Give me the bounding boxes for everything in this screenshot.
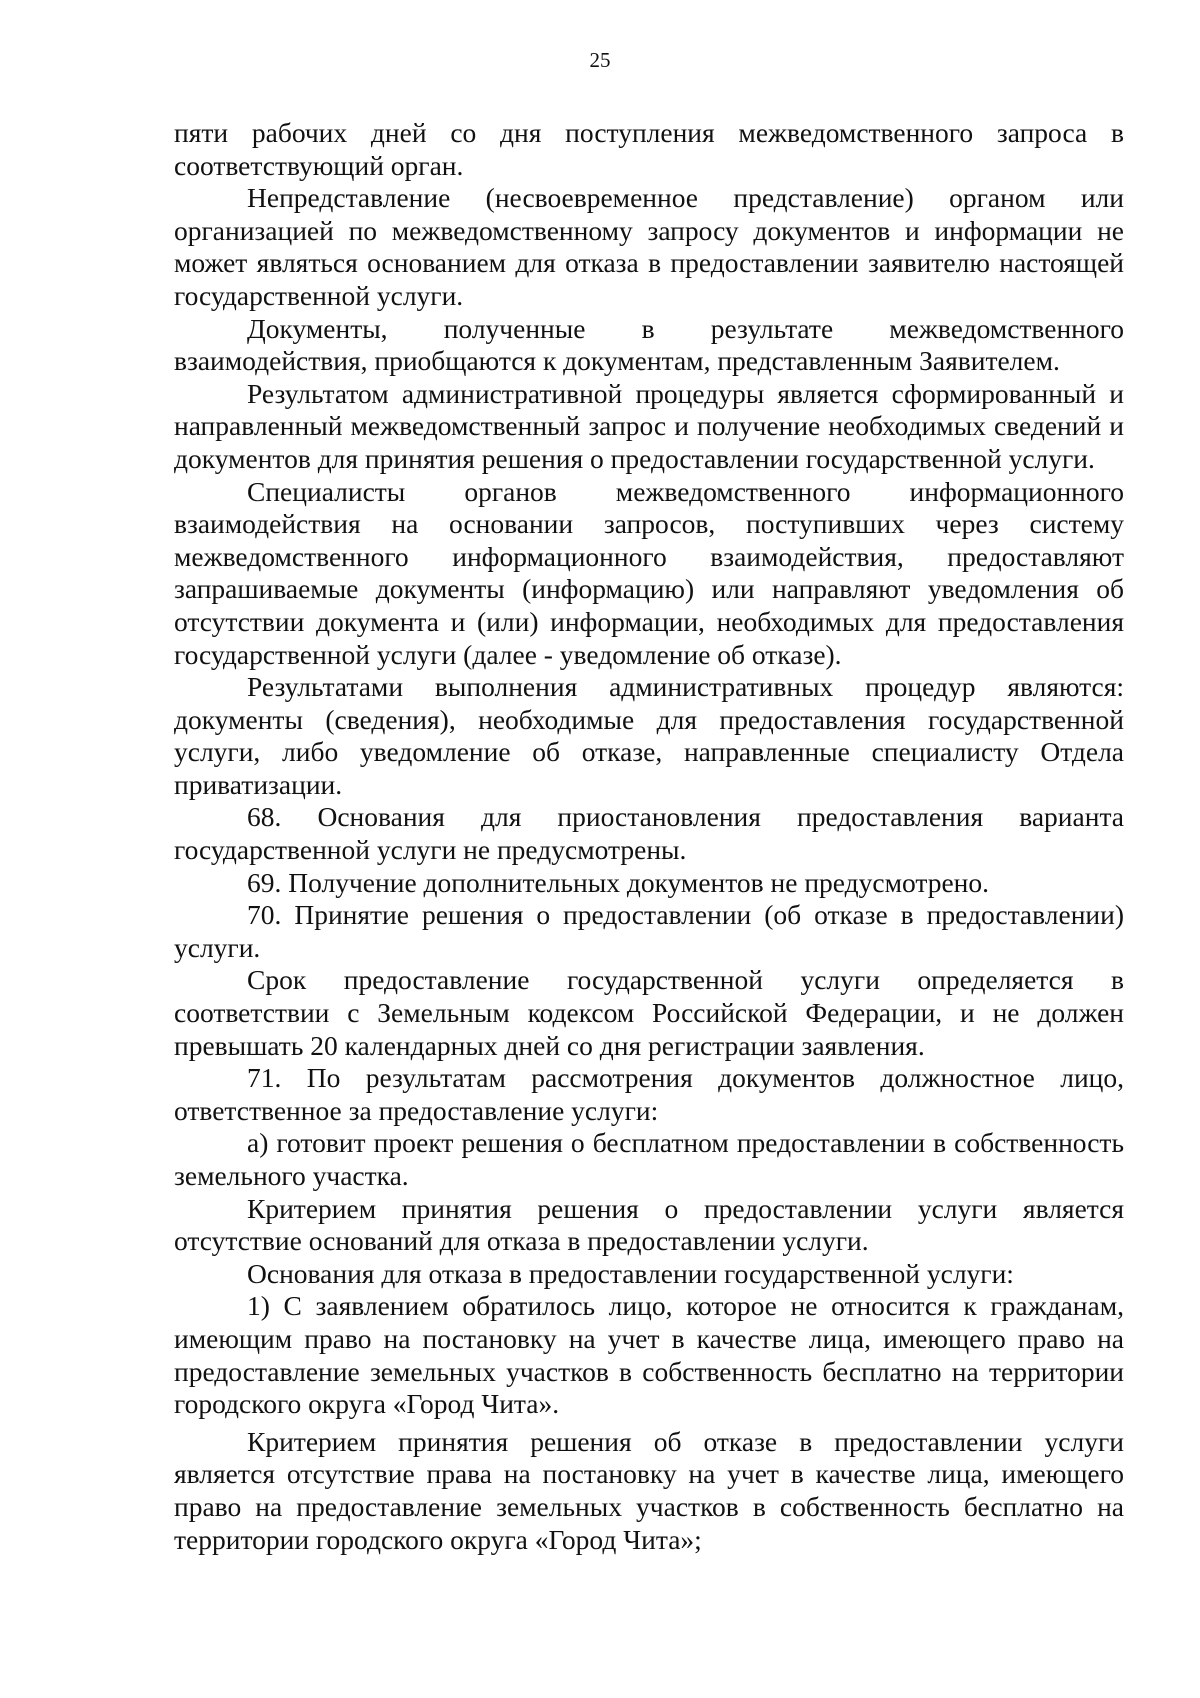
paragraph-procedure-result: Результатом административной процедуры является сформированный и направленный межведомственный запрос и получение необходимых сведений и документов для принятия решения о предоставлении государственной услуги. [174,377,1124,474]
paragraph-item-70: 70. Принятие решения о предоставлении (об отказе в предоставлении) услуги. [174,899,1124,963]
paragraph-item-69: 69. Получение дополнительных документов не предусмотрено. [247,866,990,898]
paragraph-specialists: Специалисты органов межведомственного информационного взаимодействия на основании запросов, поступивших через систему межведомственного информационного взаимодействия, предоставляют запрашиваемые документы (информацию) или направляют уведомления об отсутствии документа и (или) информации, необходимых для предоставления государственной услуги (далее - уведомление об отказе). [174,475,1124,670]
paragraph-subitem-a: а) готовит проект решения о бесплатном предоставлении в собственность земельного участка. [174,1127,1124,1191]
page-number: 25 [589,48,611,72]
paragraph-refusal-grounds-heading: Основания для отказа в предоставлении государственной услуги: [247,1257,1014,1289]
paragraph-procedures-results: Результатами выполнения административных процедур являются: документы (сведения), необходимые для предоставления государственной услуги, либо уведомление об отказе, направленные специалисту Отдела приватизации. [174,671,1124,800]
paragraph-refusal-criterion: Критерием принятия решения об отказе в предоставлении услуги является отсутствие права на постановку на учет в качестве лица, имеющего право на предоставление земельных участков в собственность бесплатно на территории городского округа «Город Чита»; [174,1425,1124,1555]
paragraph-refusal-ground-1: 1) С заявлением обратилось лицо, которое не относится к гражданам, имеющим право на постановку на учет в качестве лица, имеющего право на предоставление земельных участков в собственность бесплатно на территории городского округа «Город Чита». [174,1290,1124,1420]
paragraph-item-68: 68. Основания для приостановления предоставления варианта государственной услуги не предусмотрены. [174,801,1124,866]
document-body [174,117,1124,1556]
paragraph-item-71: 71. По результатам рассмотрения документов должностное лицо, ответственное за предоставление услуги: [174,1062,1124,1126]
paragraph-received-documents: Документы, полученные в результате межведомственного взаимодействия, приобщаются к документам, представленным Заявителем. [174,312,1124,377]
paragraph-approval-criterion: Критерием принятия решения о предоставлении услуги является отсутствие оснований для отказа в предоставлении услуги. [174,1192,1124,1257]
paragraph-non-submission: Непредставление (несвоевременное представление) органом или организацией по межведомственному запросу документов и информации не может являться основанием для отказа в предоставлении заявителю настоящей государственной услуги. [174,182,1124,311]
paragraph-deadline: Срок предоставление государственной услуги определяется в соответствии с Земельным кодексом Российской Федерации, и не должен превышать 20 календарных дней со дня регистрации заявления. [174,964,1124,1061]
paragraph-continuation: пяти рабочих дней со дня поступления межведомственного запроса в соответствующий орган. [174,117,1124,181]
